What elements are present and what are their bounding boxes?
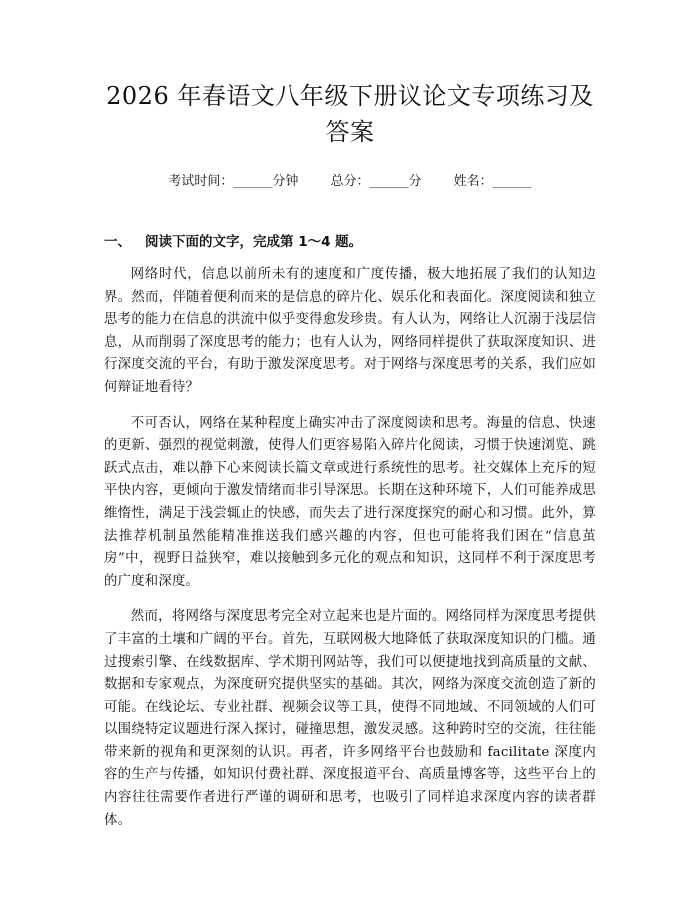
exam-time-label: 考试时间： xyxy=(168,174,234,189)
section-heading xyxy=(104,232,596,252)
exam-name xyxy=(454,172,532,192)
exam-score xyxy=(330,172,421,192)
title-line-1: 2026 年春语文八年级下册议论文专项练习及 xyxy=(106,82,594,110)
exam-time-unit: 分钟 xyxy=(272,174,299,189)
exam-score-label: 总分： xyxy=(330,174,370,189)
exam-score-unit: 分 xyxy=(408,174,422,189)
paragraph-2: 不可否认，网络在某种程度上确实冲击了深度阅读和思考。海量的信息、快速的更新、强烈的视觉刺激，使得人们更容易陷入碎片化阅读，习惯于快速浏览、跳跃式点击，难以静下心来阅读长篇文章或进行系统性的思考。社交媒体上充斥的短平快内容，更倾向于激发情绪而非引导深思。长期在这种环境下，人们可能养成思维惰性，满足于浅尝辄止的快感，而失去了进行深度探究的耐心和习惯。此外，算法推荐机制虽然能精准推送我们感兴趣的内容，但也可能将我们困在“信息茧房”中，视野日益狭窄，难以接触到多元化的观点和知识，这同样不利于深度思考的广度和深度。 xyxy=(104,415,596,589)
document-title xyxy=(104,78,596,150)
exam-time xyxy=(168,172,298,192)
exam-time-blank: ______ xyxy=(233,174,273,189)
paragraph-1: 网络时代，信息以前所未有的速度和广度传播，极大地拓展了我们的认知边界。然而，伴随着便利而来的是信息的碎片化、娱乐化和表面化。深度阅读和独立思考的能力在信息的洪流中似乎变得愈发珍贵。有人认为，网络让人沉溺于浅层信息，从而削弱了深度思考的能力；也有人认为，网络同样提供了获取深度知识、进行深度交流的平台，有助于激发深度思考。对于网络与深度思考的关系，我们应如何辩证地看待？ xyxy=(104,267,596,395)
paragraph-3: 然而，将网络与深度思考完全对立起来也是片面的。网络同样为深度思考提供了丰富的土壤和广阔的平台。首先，互联网极大地降低了获取深度知识的门槛。通过搜索引擎、在线数据库、学术期刊网站等，我们可以便捷地找到高质量的文献、数据和专家观点，为深度研究提供坚实的基础。其次，网络为深度交流创造了新的可能。在线论坛、专业社群、视频会议等工具，使得不同地域、不同领域的人们可以围绕特定议题进行深入探讨，碰撞思想，激发灵感。这种跨时空的交流，往往能带来新的视角和更深刻的认识。再者，许多网络平台也鼓励和 facilitate 深度内容的生产与传播，如知识付费社群、深度报道平台、高质量博客等，这些平台上的内容往往需要作者进行严谨的调研和思考，也吸引了同样追求深度内容的读者群体。 xyxy=(104,609,596,828)
title-line-2: 答案 xyxy=(325,118,375,146)
exam-info-row xyxy=(104,172,596,192)
exam-score-blank: ______ xyxy=(369,174,409,189)
section-number: 一、 xyxy=(104,234,131,250)
exam-name-label: 姓名： xyxy=(453,174,493,189)
section-instruction: 阅读下面的文字，完成第 1～4 题。 xyxy=(145,234,363,250)
exam-name-blank: ______ xyxy=(492,174,532,189)
